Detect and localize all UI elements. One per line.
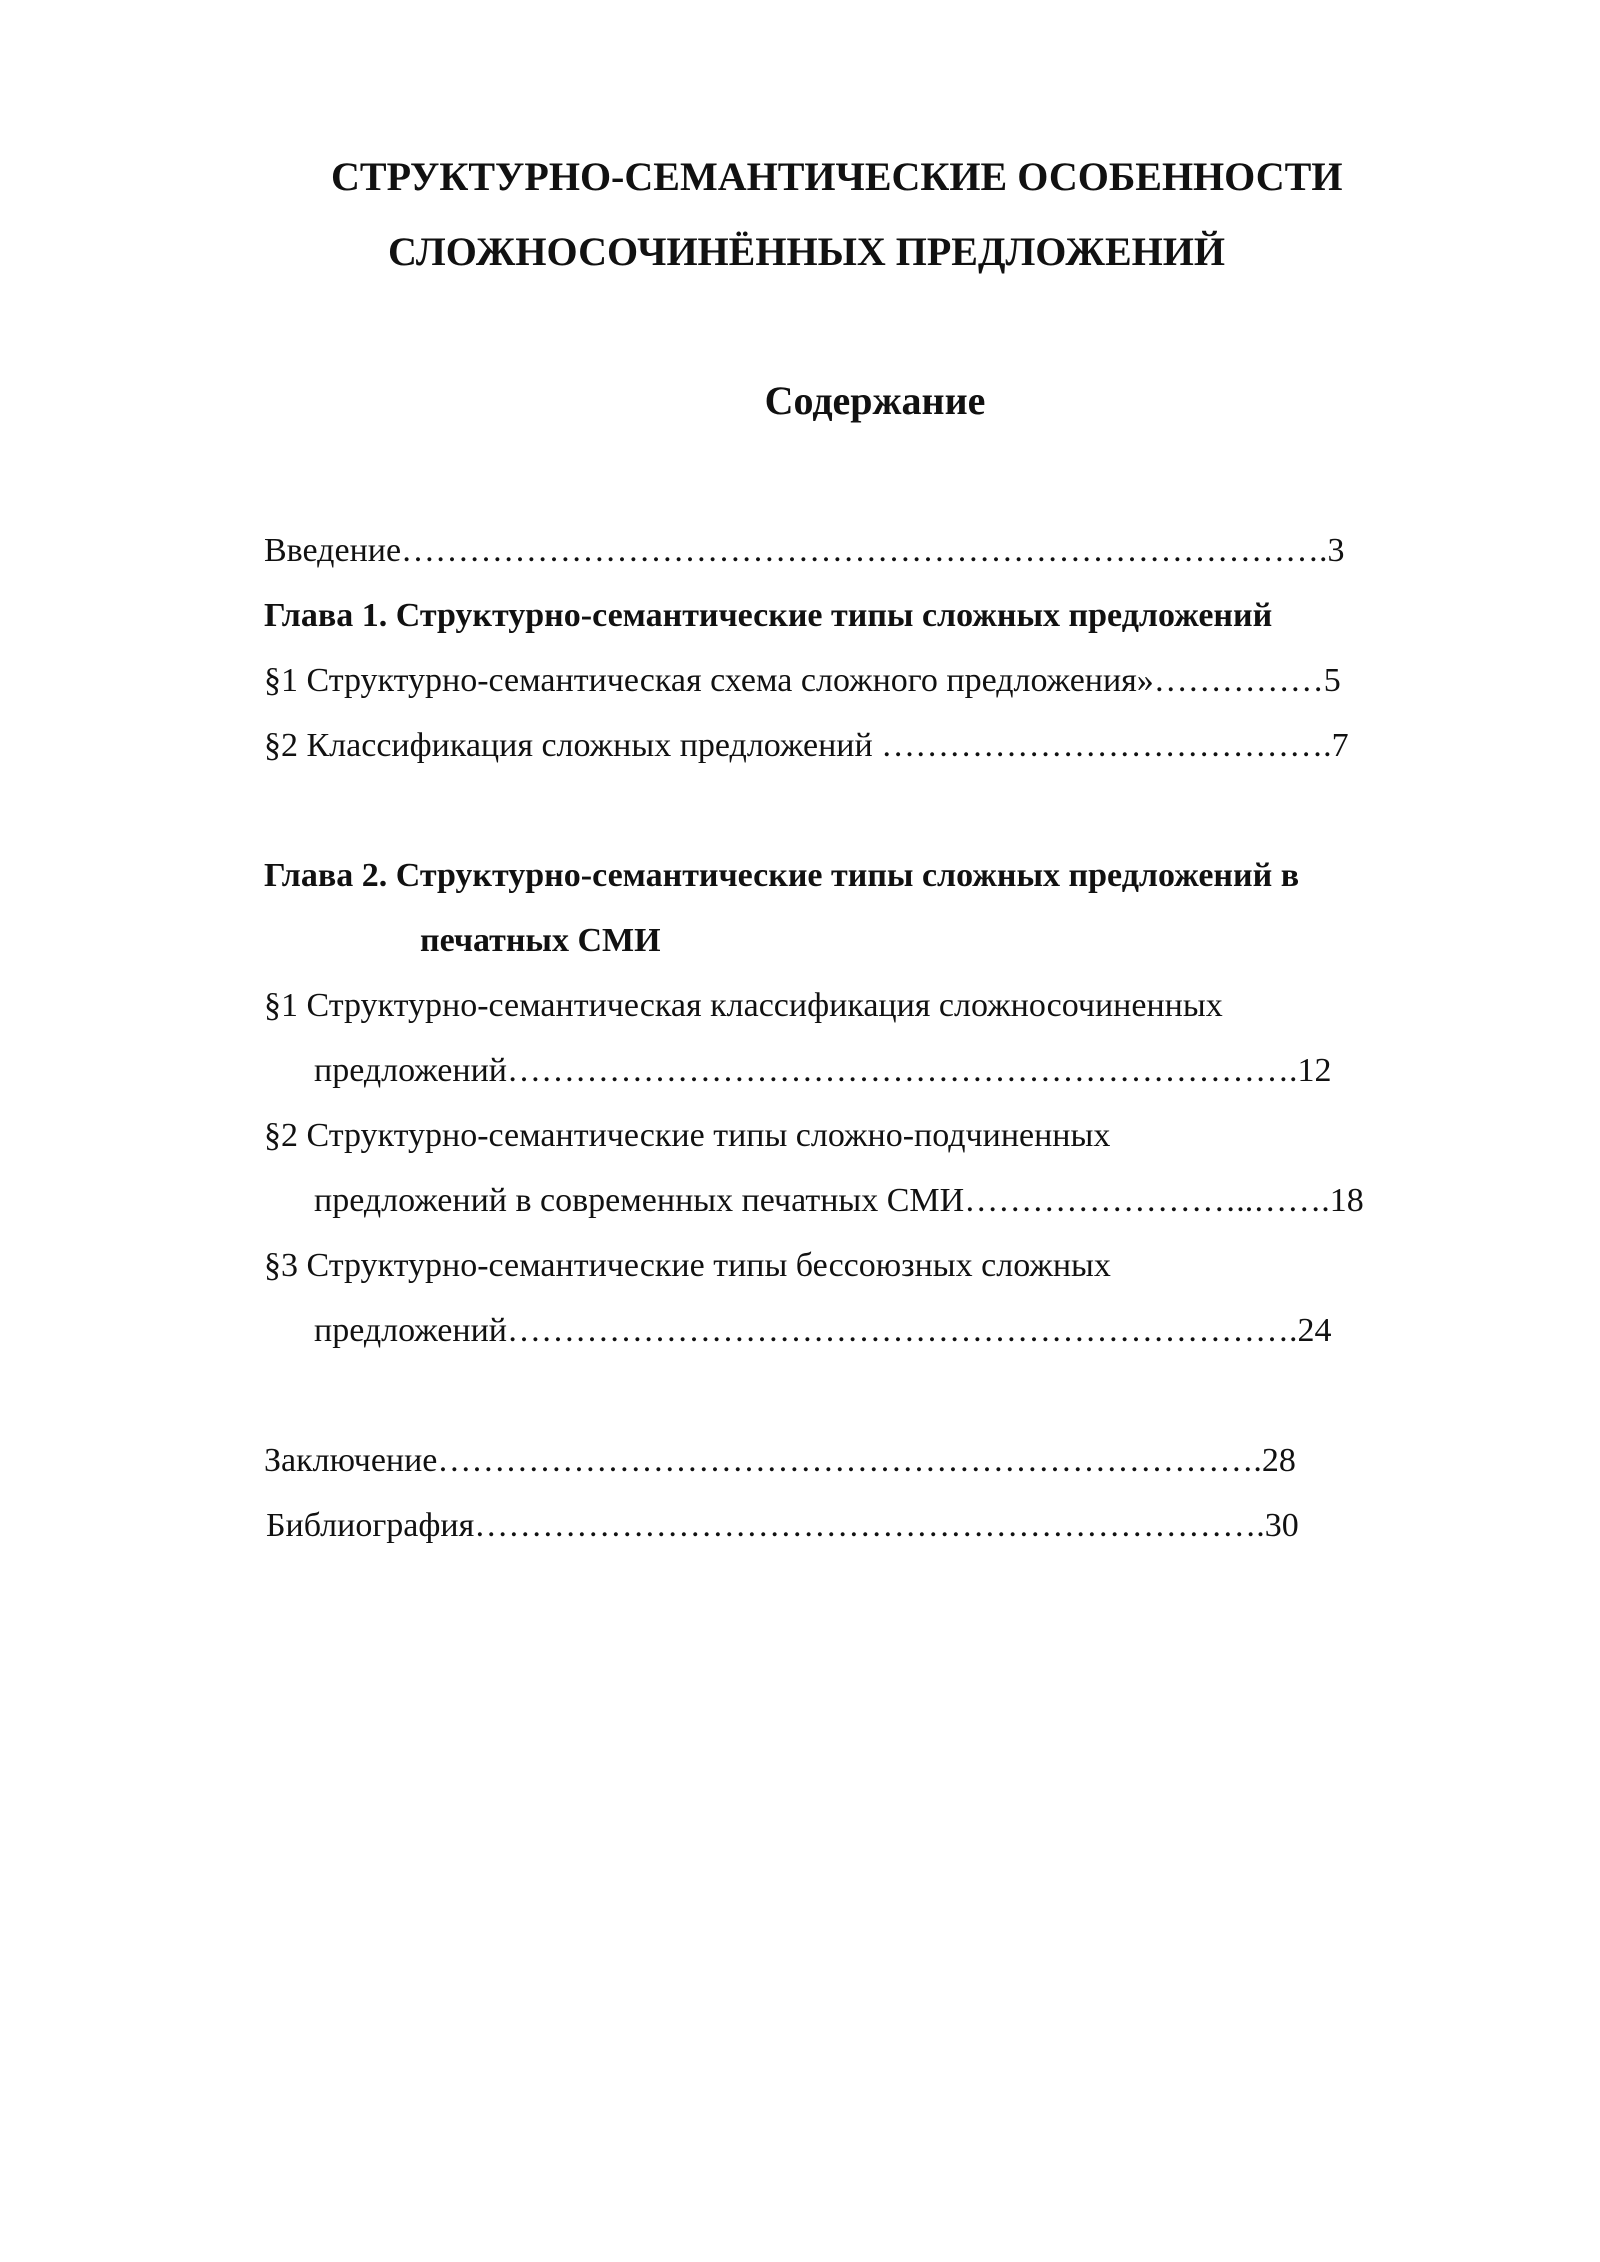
toc-chapter-2-heading-line-2: печатных СМИ (420, 922, 661, 959)
toc-entry-ch2-s3-line-2: предложений…………………………………………………………….24 (314, 1312, 1332, 1349)
toc-entry-ch2-s1-line-1: §1 Структурно-семантическая классификация сложносочиненных (264, 987, 1223, 1024)
toc-entry-conclusion: Заключение……………………………………………………………….28 (264, 1442, 1296, 1479)
toc-chapter-1-heading: Глава 1. Структурно-семантические типы сложных предложений (264, 597, 1273, 634)
document-title-line-1: СТРУКТУРНО-СЕМАНТИЧЕСКИЕ ОСОБЕННОСТИ (331, 154, 1343, 199)
toc-entry-ch2-s1-line-2: предложений…………………………………………………………….12 (314, 1052, 1332, 1089)
toc-entry-intro: Введение……………………………………………………………………….3 (264, 532, 1345, 569)
document-title-line-2: СЛОЖНОСОЧИНЁННЫХ ПРЕДЛОЖЕНИЙ (388, 229, 1225, 274)
toc-entry-ch2-s2-line-1: §2 Структурно-семантические типы сложно-подчиненных (264, 1117, 1111, 1154)
toc-chapter-2-heading-line-1: Глава 2. Структурно-семантические типы сложных предложений в (264, 857, 1300, 894)
toc-entry-ch1-s1: §1 Структурно-семантическая схема сложного предложения»……………5 (264, 662, 1341, 699)
toc-entry-ch2-s2-line-2: предложений в современных печатных СМИ……………………..…….18 (314, 1182, 1364, 1219)
toc-entry-ch1-s2: §2 Классификация сложных предложений ………………………………….7 (264, 727, 1349, 764)
toc-entry-ch2-s3-line-1: §3 Структурно-семантические типы бессоюзных сложных (264, 1247, 1111, 1284)
toc-entry-bibliography: Библиография…………………………………………………………….30 (266, 1507, 1299, 1544)
contents-heading: Содержание (764, 378, 986, 423)
